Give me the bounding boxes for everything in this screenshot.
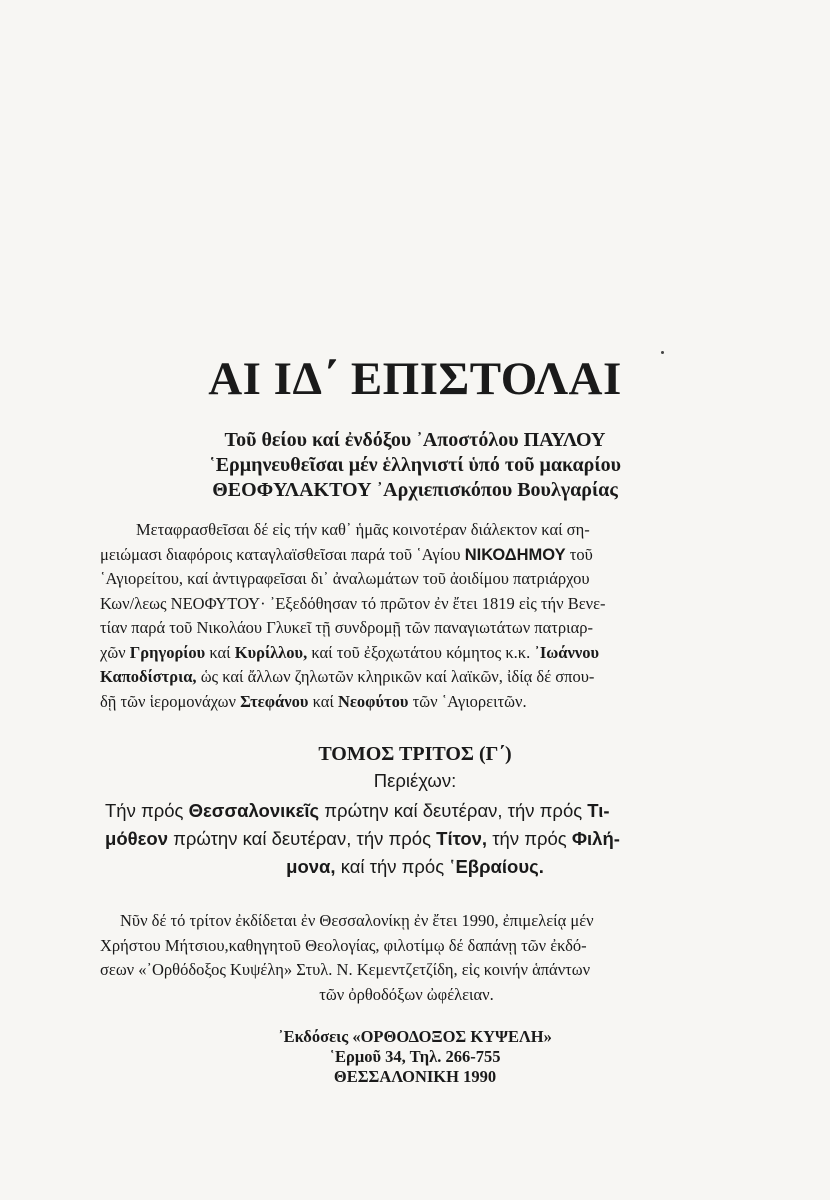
intro-line: χῶν Γρηγορίου καί Κυρίλλου, καί τοῦ ἐξοχωτάτου κόμητος κ.κ. ᾿Ιωάννου: [100, 642, 600, 662]
contents-line: Τήν πρός Θεσσαλονικεῖς πρώτην καί δευτέραν, τήν πρός Τι-: [105, 800, 610, 821]
contents-line: μονα, καί τήν πρός ῾Εβραίους.: [286, 856, 544, 877]
publisher-city-year: ΘΕΣΣΑΛΟΝΙΚΗ 1990: [333, 1067, 497, 1086]
publisher-block: [0, 1027, 830, 1087]
page-title: ΑΙ ΙΔ΄ ΕΠΙΣΤΟΛΑΙ: [208, 353, 622, 405]
contents-heading: Περιέχων:: [373, 770, 457, 791]
intro-line: τίαν παρά τοῦ Νικολάου Γλυκεῖ τῇ συνδρομῇ τῶν παναγιωτάτων πατριαρ-: [100, 618, 593, 637]
subtitle-block: [120, 428, 710, 503]
edition-line: σεων «᾿Ορθόδοξος Κυψέλη» Στυλ. Ν. Κεμεντζετζίδη, εἰς κοινήν ἁπάντων: [100, 960, 591, 979]
intro-line: ῾Αγιορείτου, καί ἀντιγραφεῖσαι δι᾿ ἀναλωμάτων τοῦ ἀοιδίμου πατριάρχου: [100, 569, 590, 588]
contents-line: μόθεον πρώτην καί δευτέραν, τήν πρός Τίτον, τήν πρός Φιλή-: [105, 828, 620, 849]
subtitle-line: ῾Ερμηνευθεῖσαι μέν ἑλληνιστί ὑπό τοῦ μακαρίου: [209, 454, 621, 476]
intro-line: δῇ τῶν ἱερομονάχων Στεφάνου καί Νεοφύτου τῶν ῾Αγιορειτῶν.: [100, 691, 527, 711]
intro-line: Μεταφρασθεῖσαι δέ εἰς τήν καθ᾿ ἡμᾶς κοινοτέραν διάλεκτον καί ση-: [136, 520, 590, 539]
edition-paragraph: [100, 909, 713, 1007]
volume-heading: ΤΟΜΟΣ ΤΡΙΤΟΣ (Γ΄): [318, 743, 512, 765]
edition-line: Νῦν δέ τό τρίτον ἐκδίδεται ἐν Θεσσαλονίκῃ ἐν ἔτει 1990, ἐπιμελείᾳ μέν: [120, 911, 594, 930]
intro-line: Κων/λεως ΝΕΟΦΥΤΟΥ· ᾿Εξεδόθησαν τό πρῶτον ἐν ἔτει 1819 εἰς τήν Βενε-: [100, 593, 606, 613]
intro-paragraph: [100, 518, 713, 714]
edition-line: τῶν ὀρθοδόξων ὠφέλειαν.: [319, 984, 494, 1004]
publisher-address: ῾Ερμοῦ 34, Τηλ. 266-755: [329, 1047, 501, 1066]
intro-line: Καποδίστρια, ὡς καί ἄλλων ζηλωτῶν κληρικῶν καί λαϊκῶν, ἰδίᾳ δέ σπου-: [100, 667, 595, 686]
edition-line: Χρήστου Μήτσιου,καθηγητοῦ Θεολογίας, φιλοτίμῳ δέ δαπάνῃ τῶν ἐκδό-: [100, 935, 587, 955]
intro-line: μειώμασι διαφόροις καταγλαϊσθεῖσαι παρά τοῦ ῾Αγίου ΝΙΚΟΔΗΜΟΥ τοῦ: [100, 544, 593, 564]
publisher-name: ᾿Εκδόσεις «ΟΡΘΟΔΟΞΟΣ ΚΥΨΕΛΗ»: [278, 1027, 552, 1046]
subtitle-line: Τοῦ θείου καί ἐνδόξου ᾿Αποστόλου ΠΑΥΛΟΥ: [224, 429, 606, 451]
subtitle-line: ΘΕΟΦΥΛΑΚΤΟΥ ᾿Αρχιεπισκόπου Βουλγαρίας: [212, 479, 618, 501]
contents-list: [105, 797, 725, 881]
